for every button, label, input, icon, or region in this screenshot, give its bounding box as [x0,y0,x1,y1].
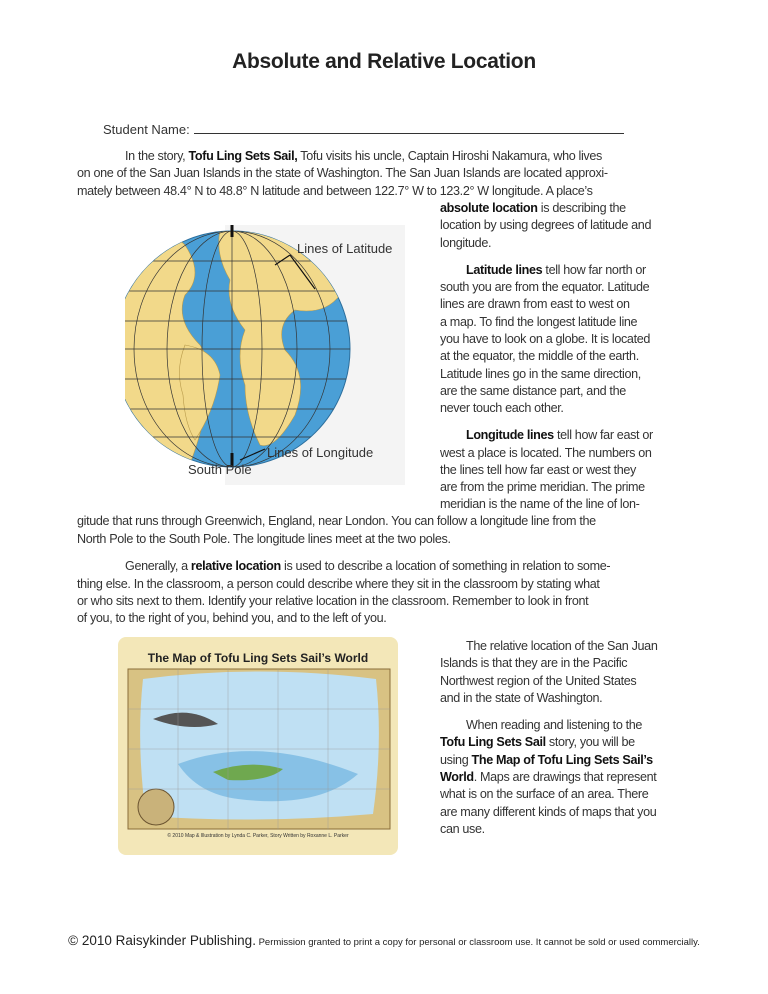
text-line [77,594,588,609]
text-line [440,218,651,233]
text-line [440,367,641,382]
text-segment: longitude. [440,236,492,250]
text-segment: gitude that runs through Greenwich, England, near London. You can follow a longitude line from the [77,514,596,528]
text-line [440,735,635,750]
text-line [440,463,636,478]
student-name-blank [194,121,624,134]
south-pole-label: South Pole [188,462,252,477]
text-segment: tell how far east or [553,428,653,442]
text-segment: and in the state of Washington. [440,691,603,705]
text-line [440,384,626,399]
text-segment: at the equator, the middle of the earth. [440,349,639,363]
text-line [125,149,602,164]
text-line [440,280,649,295]
text-segment: south you are from the equator. Latitude [440,280,650,294]
text-segment: mately between 48.4° N to 48.8° N latitude and between 122.7° W to 123.2° W longitude. A place’s [77,184,593,198]
text-segment: using [440,753,472,767]
text-line [77,184,593,199]
text-segment: thing else. In the classroom, a person could describe where they sit in the classroom by stating what [77,577,600,591]
text-segment: Latitude lines go in the same direction, [440,367,641,381]
text-segment: are from the prime meridian. The prime [440,480,645,494]
bold-term: Longitude lines [466,428,554,442]
bold-term: Latitude lines [466,263,543,277]
text-segment: . Maps are drawings that represent [473,770,657,784]
text-segment: a map. To find the longest latitude line [440,315,638,329]
text-line [77,166,608,181]
text-line [440,822,485,837]
text-line [440,753,653,768]
text-line [466,718,642,733]
text-segment: is used to describe a location of something in relation to some- [280,559,611,573]
text-segment: tell how far north or [542,263,646,277]
text-line [125,559,610,574]
bold-term: absolute location [440,201,538,215]
text-line [440,401,564,416]
text-segment: Islands is that they are in the Pacific [440,656,628,670]
student-name-label: Student Name: [103,122,190,137]
text-line [466,428,653,443]
lines-of-longitude-label: Lines of Longitude [267,445,374,460]
text-line [466,263,646,278]
text-segment: When reading and listening to the [466,718,643,732]
text-segment: story, you will be [545,735,635,749]
text-segment: Generally, a [125,559,191,573]
text-line [440,236,491,251]
text-segment: west a place is located. The numbers on [440,446,652,460]
text-segment: is describing the [537,201,626,215]
text-segment: are many different kinds of maps that you [440,805,657,819]
bold-term: The Map of Tofu Ling Sets Sail’s [471,753,653,767]
permission-text: Permission granted to print a copy for personal or classroom use. It cannot be sold or used commercially. [255,937,700,948]
tofu-ling-map-image [118,637,398,855]
text-segment: on one of the San Juan Islands in the state of Washington. The San Juan Islands are located approxi- [77,166,608,180]
text-segment: the lines tell how far east or west they [440,463,636,477]
bold-term: World [440,770,474,784]
text-segment: can use. [440,822,485,836]
text-segment: Northwest region of the United States [440,674,637,688]
text-line [440,297,630,312]
text-line [77,577,600,592]
text-segment: In the story, [125,149,189,163]
text-segment: The relative location of the San Juan [466,639,658,653]
text-segment: location by using degrees of latitude and [440,218,652,232]
text-line [77,532,451,547]
text-line [440,349,639,364]
text-line [440,315,637,330]
text-segment: Tofu visits his uncle, Captain Hiroshi Nakamura, who lives [297,149,602,163]
text-segment: never touch each other. [440,401,564,415]
page-title: Absolute and Relative Location [232,50,536,73]
bold-term: relative location [190,559,281,573]
text-segment: are the same distance part, and the [440,384,626,398]
student-name-field [103,121,624,137]
text-segment: you have to look on a globe. It is located [440,332,651,346]
map-title: The Map of Tofu Ling Sets Sail’s World [147,651,369,665]
text-line [440,332,650,347]
text-segment: North Pole to the South Pole. The longitude lines meet at the two poles. [77,532,451,546]
text-segment: of you, to the right of you, behind you, and to the left of you. [77,611,387,625]
map-caption: © 2010 Map & Illustration by Lynda C. Parker, Story Written by Roxanne L. Parker [167,833,349,839]
text-line [440,805,656,820]
lines-of-latitude-label: Lines of Latitude [297,241,393,256]
text-segment: lines are drawn from east to west on [440,297,630,311]
bold-term: Tofu Ling Sets Sail, [188,149,298,163]
text-segment: what is on the surface of an area. There [440,787,649,801]
text-line [440,674,636,689]
text-line [440,691,602,706]
text-line [440,201,626,216]
text-line [440,770,656,785]
bold-term: Tofu Ling Sets Sail [440,735,546,749]
copyright-text: © 2010 Raisykinder Publishing. [68,933,256,948]
footer [0,932,768,950]
text-line [440,497,640,512]
globe-illustration [125,225,405,485]
text-line [466,639,657,654]
text-line [440,787,648,802]
text-line [77,611,386,626]
text-line [440,446,652,461]
text-line [77,514,596,529]
text-line [440,656,627,671]
text-segment: meridian is the name of the line of lon- [440,497,640,511]
text-line [440,480,645,495]
text-segment: or who sits next to them. Identify your relative location in the classroom. Remember to look in front [77,594,589,608]
